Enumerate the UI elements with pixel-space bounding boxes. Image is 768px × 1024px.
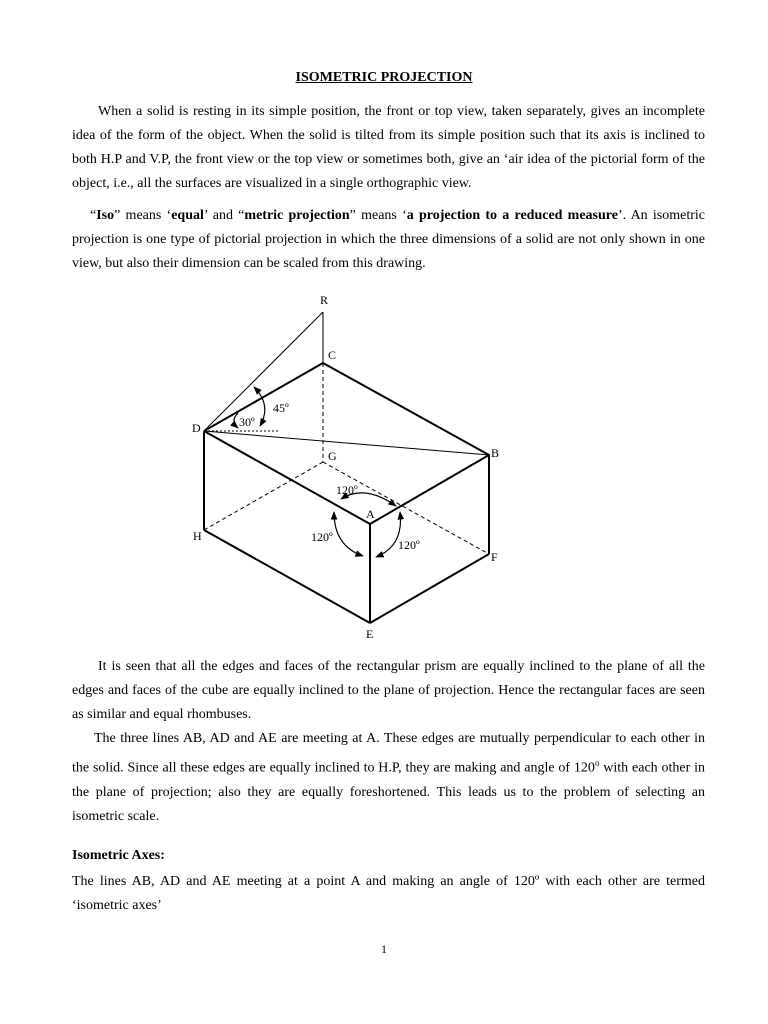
term-iso: Iso [96,208,115,223]
label-F: F [491,550,498,564]
text-fragment: with each other in the plane of projection; also they are equally foreshortened. This leads us to the problem of selecting an isometric scale. [72,760,706,824]
angle-label-45: 45º [273,401,289,415]
intro-paragraph: When a solid is resting in its simple position, the front or top view, taken separately, gives an incomplete idea of the form of the object. When the solid is tilted from its simple position such that its axis is inclined to both H.P and V.P, the front view or the top view or sometimes both, give an ‘air idea of the pictorial form of the object, i.e., all the surfaces are visualized in a single orthographic view. [72,104,705,191]
text-fragment: ’ and “ [203,208,245,223]
label-E: E [366,627,374,641]
construction-lines [204,312,489,455]
label-B: B [491,446,500,460]
label-A: A [366,507,375,521]
point-labels [192,293,499,641]
arc-45-degrees [254,387,265,426]
text-fragment: “ [90,208,97,223]
arc-30-degrees [234,413,238,428]
edge-EF [370,554,489,623]
angle-label-120-top: 120º [336,483,358,497]
prism-faces-paragraph: It is seen that all the edges and faces of the rectangular prism are equally inclined to the plane of all the edges and faces of the cube are equally inclined to the plane of projection. Hence the rectangular faces are seen as similar and equal rhombuses. [72,659,705,722]
term-equal: equal [171,208,204,223]
label-H: H [193,529,202,543]
three-lines-paragraph [72,727,705,829]
label-C: C [328,348,337,362]
hidden-edge-GH [204,462,323,530]
angle-label-120-right: 120º [398,538,420,552]
label-R: R [320,293,329,307]
prism-hidden-edges [204,363,489,554]
angle-labels [239,401,420,552]
text-fragment: ” means ‘ [114,208,172,223]
text-fragment: The three lines AB, AD and AE are meeting at A. These edges are mutually perpendicular to each other in the solid. Since all these edges are equally inclined to H.P, they are making and angle of 120 [72,731,705,776]
label-D: D [192,421,201,435]
line-DR [204,312,323,431]
term-metric-projection: metric projection [244,208,350,223]
section-heading-isometric-axes: Isometric Axes: [72,848,165,863]
degree-symbol: o [594,758,600,768]
page-number: 1 [381,942,387,956]
term-reduced-measure: a projection to a reduced measure [406,208,618,223]
isometric-axes-paragraph: The lines AB, AD and AE meeting at a point A and making an angle of 120º with each other are termed ‘isometric axes’ [72,874,705,913]
label-G: G [328,449,337,463]
text-fragment: ’. An isometric projection is one type of pictorial projection in which the three dimensions of a solid are not only shown in one view, but also their dimension can be scaled from this drawing. [72,208,705,271]
text-fragment: ” means ‘ [349,208,407,223]
angle-label-30: 30º [239,415,255,429]
angle-label-120-left: 120º [311,530,333,544]
line-DB [204,431,489,455]
edge-HE [204,530,370,623]
page-title: ISOMETRIC PROJECTION [295,70,473,85]
